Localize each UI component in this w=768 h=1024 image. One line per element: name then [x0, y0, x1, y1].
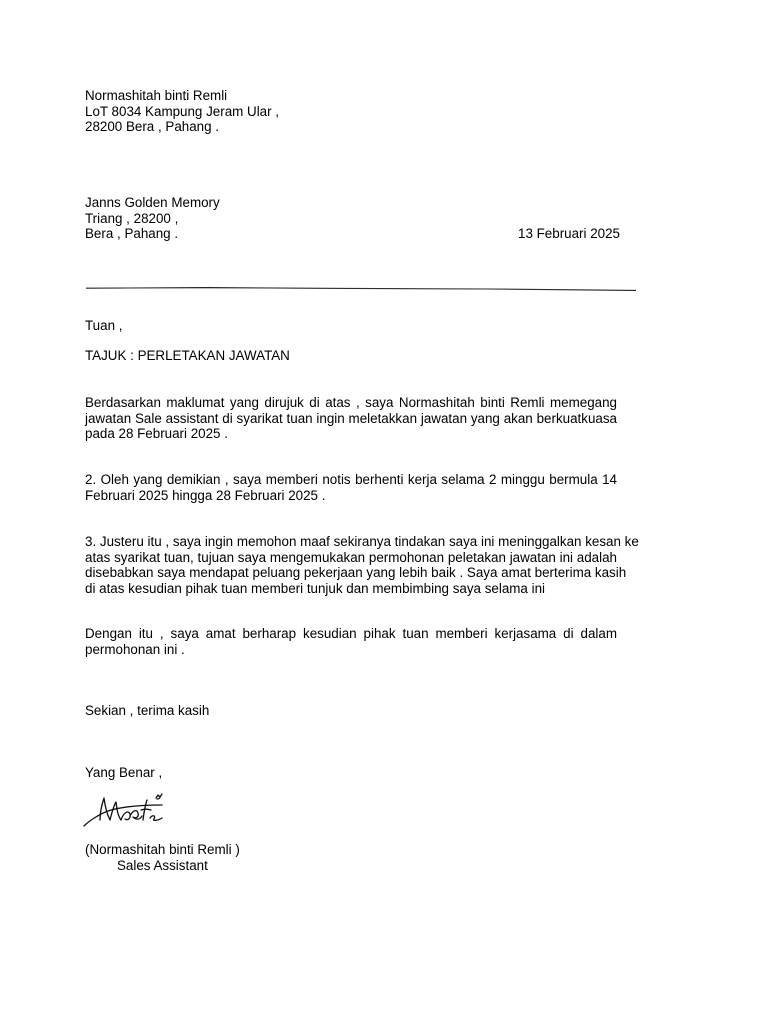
recipient-address — [85, 195, 220, 242]
recipient-address-line-1: Triang , 28200 , — [85, 210, 179, 226]
handwritten-signature — [80, 790, 166, 830]
signatory-name: (Normashitah binti Remli ) — [85, 842, 240, 857]
sign-off — [85, 765, 162, 781]
closing-thanks — [85, 703, 209, 719]
signatory-title: Sales Assistant — [117, 857, 208, 873]
horizontal-divider — [86, 286, 636, 292]
recipient-address-line-2: Bera , Pahang . — [85, 226, 179, 241]
salutation-text: Tuan , — [85, 318, 123, 333]
sender-address-line-1: LoT 8034 Kampung Jeram Ular , — [85, 103, 280, 119]
paragraph-line: atas syarikat tuan, tujuan saya mengemukakan permohonan peletakan jawatan ini adalah — [85, 549, 617, 565]
paragraph-line: 2. Oleh yang demikian , saya memberi notis berhenti kerja selama 2 minggu bermula 14 — [85, 472, 617, 487]
sign-off-text: Yang Benar , — [85, 765, 163, 780]
subject-text: TAJUK : PERLETAKAN JAWATAN — [85, 348, 290, 363]
subject-line — [85, 348, 290, 364]
paragraph-line: jawatan Sale assistant di syarikat tuan ingin meletakkan jawatan yang akan berkuatkuasa — [85, 410, 617, 426]
letter-date: 13 Februari 2025 — [518, 226, 620, 241]
paragraph-3 — [85, 534, 639, 596]
paragraph-line: Dengan itu , saya amat berharap kesudian pihak tuan memberi kerjasama di dalam — [85, 626, 617, 641]
salutation — [85, 318, 122, 334]
paragraph-4 — [85, 626, 617, 657]
paragraph-line: Februari 2025 hingga 28 Februari 2025 . — [85, 487, 326, 503]
paragraph-line: 3. Justeru itu , saya ingin memohon maaf sekiranya tindakan saya ini meninggalkan kesan ke — [85, 534, 639, 549]
closing-thanks-text: Sekian , terima kasih — [85, 703, 210, 718]
sender-name: Normashitah binti Remli — [85, 88, 228, 103]
paragraph-1 — [85, 395, 617, 442]
paragraph-line: Berdasarkan maklumat yang dirujuk di atas , saya Normashitah binti Remli memegang — [85, 395, 617, 410]
paragraph-line: di atas kesudian pihak tuan memberi tunjuk dan membimbing saya selama ini — [85, 580, 545, 596]
sender-address-line-2: 28200 Bera , Pahang . — [85, 119, 220, 134]
recipient-name: Janns Golden Memory — [85, 195, 220, 210]
paragraph-line: disebabkan saya mendapat peluang pekerjaan yang lebih baik . Saya amat berterima kasih — [85, 565, 627, 580]
paragraph-2 — [85, 472, 617, 503]
paragraph-line: pada 28 Februari 2025 . — [85, 426, 228, 441]
sender-address — [85, 88, 279, 135]
signatory-block — [85, 842, 240, 873]
paragraph-line: permohonan ini . — [85, 641, 185, 657]
